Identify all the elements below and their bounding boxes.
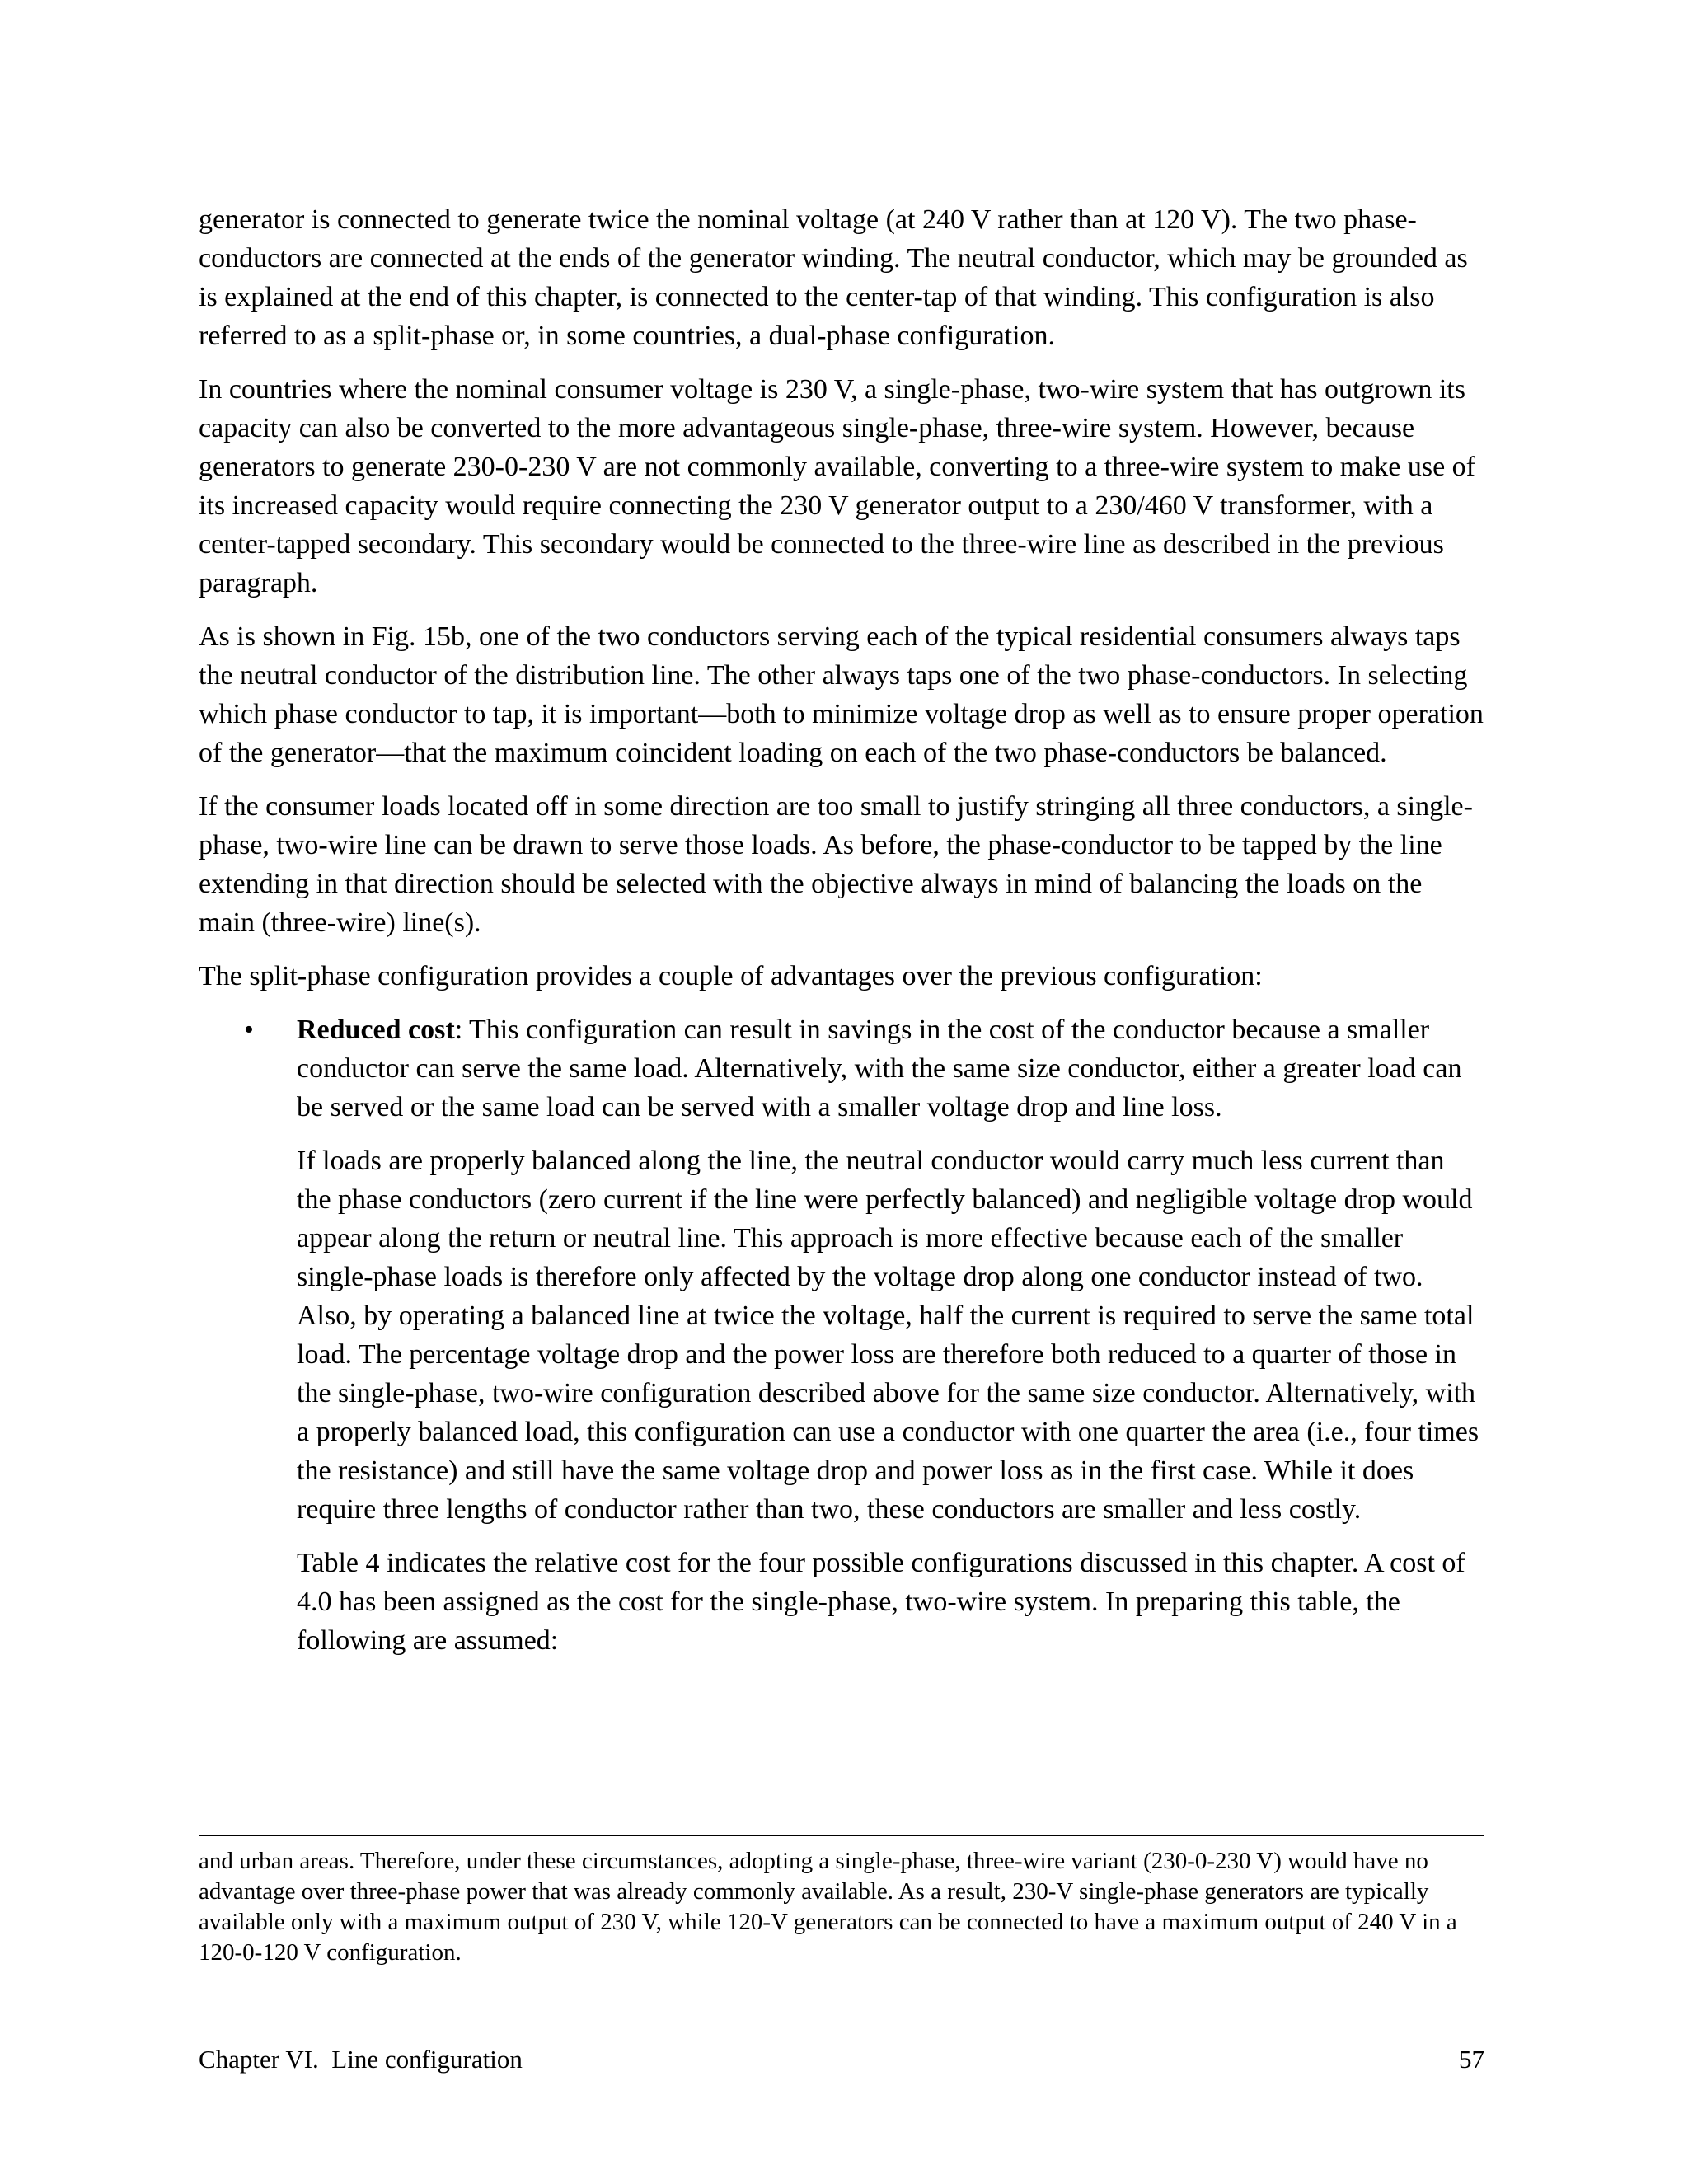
footer-chapter-title: Chapter VI. Line configuration — [199, 2045, 523, 2074]
page-body — [199, 200, 1484, 1675]
footnote-divider — [199, 1835, 1484, 1836]
bullet-item-reduced-cost — [199, 1010, 1484, 1127]
body-paragraph: The split-phase configuration provides a couple of advantages over the previous configuration: — [199, 961, 1263, 991]
bullet-term: Reduced cost — [297, 1015, 455, 1045]
page-number: 57 — [1459, 2045, 1484, 2074]
indented-paragraph: If loads are properly balanced along the line, the neutral conductor would carry much less current than the phase conductors (zero current if the line were perfectly balanced) and negligible voltage drop would appear along the return or neutral line. This approach is more effective because each of the smaller single-phase loads is therefore only affected by the voltage drop along one conductor instead of two. Also, by operating a balanced line at twice the voltage, half the current is required to serve the same total load. The percentage voltage drop and the power loss are therefore both reduced to a quarter of those in the single-phase, two-wire configuration described above for the same size conductor. Alternatively, with a properly balanced load, this configuration can use a conductor with one quarter the area (i.e., four times the resistance) and still have the same voltage drop and power loss as in the first case. While it does require three lengths of conductor rather than two, these conductors are smaller and less costly. — [297, 1146, 1479, 1525]
body-paragraph: If the consumer loads located off in some direction are too small to justify stringing all three conductors, a single-phase, two-wire line can be drawn to serve those loads. As before, the phase-conductor to be tapped by the line extending in that direction should be selected with the objective always in mind of balancing the loads on the main (three-wire) line(s). — [199, 791, 1473, 938]
bullet-text: : This configuration can result in savings in the cost of the conductor because a smaller conductor can serve the same load. Alternatively, with the same size conductor, either a greater load can be served or the same load can be served with a smaller voltage drop and line loss. — [297, 1015, 1462, 1122]
body-paragraph: As is shown in Fig. 15b, one of the two conductors serving each of the typical residential consumers always taps the neutral conductor of the distribution line. The other always taps one of the two phase-conductors. In selecting which phase conductor to tap, it is important—both to minimize voltage drop as well as to ensure proper operation of the generator—that the maximum coincident loading on each of the two phase-conductors be balanced. — [199, 621, 1484, 768]
body-paragraph: In countries where the nominal consumer voltage is 230 V, a single-phase, two-wire system that has outgrown its capacity can also be converted to the more advantageous single-phase, three-wire system. However, because generators to generate 230-0-230 V are not commonly available, converting to a three-wire system to make use of its increased capacity would require connecting the 230 V generator output to a 230/460 V transformer, with a center-tapped secondary. This secondary would be connected to the three-wire line as described in the previous paragraph. — [199, 374, 1476, 598]
indented-paragraph: Table 4 indicates the relative cost for the four possible configurations discussed in this chapter. A cost of 4.0 has been assigned as the cost for the single-phase, two-wire system. In preparing this table, the following are assumed: — [297, 1548, 1465, 1656]
bullet-icon: • — [244, 1015, 254, 1045]
body-paragraph: generator is connected to generate twice the nominal voltage (at 240 V rather than at 120 V). The two phase-conductors are connected at the ends of the generator winding. The neutral conductor, which may be grounded as is explained at the end of this chapter, is connected to the center-tap of that winding. This configuration is also referred to as a split-phase or, in some countries, a dual-phase configuration. — [199, 204, 1468, 351]
footnote-text: and urban areas. Therefore, under these circumstances, adopting a single-phase, three-wire variant (230-0-230 V) would have no advantage over three-phase power that was already commonly available. As a result, 230-V single-phase generators are typically available only with a maximum output of 230 V, while 120-V generators can be connected to have a maximum output of 240 V in a 120-0-120 V configuration. — [199, 1848, 1457, 1966]
